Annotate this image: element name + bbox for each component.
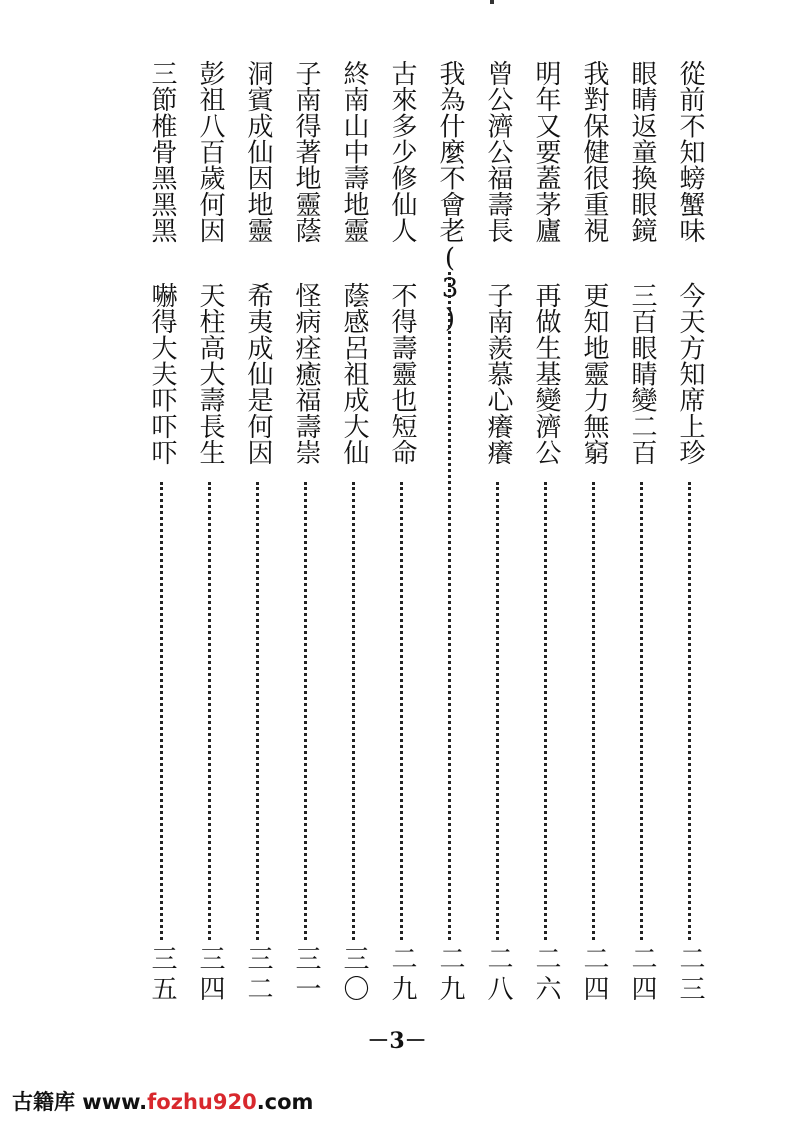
toc-page-number: 二八 <box>483 945 513 1005</box>
toc-title-line1: 子南得著地靈蔭 <box>291 60 321 244</box>
toc-leader-dots <box>256 482 263 940</box>
toc-entry <box>190 60 230 1020</box>
toc-title-line2: 子南羨慕心癢癢 <box>483 282 513 466</box>
toc-entry <box>286 60 326 1020</box>
toc-title-line1: 眼睛返童換眼鏡 <box>627 60 657 244</box>
toc-entry <box>238 60 278 1020</box>
toc-leader-dots <box>496 482 503 940</box>
toc-page-number: 二九 <box>435 945 465 1005</box>
toc-title-line2: 怪病痊癒福壽崇 <box>291 282 321 466</box>
page-number: －3－ <box>367 1028 427 1054</box>
toc-page-number: 三〇 <box>339 945 369 1005</box>
toc-title-line2: 嚇得大夫吓吓吓 <box>147 282 177 466</box>
toc-title-line1: 古來多少修仙人 <box>387 60 417 244</box>
toc-title-line2: 天柱高大壽長生 <box>195 282 225 466</box>
toc-leader-dots <box>544 482 551 940</box>
table-of-contents <box>70 60 710 1020</box>
toc-title-line2: 更知地靈力無窮 <box>579 282 609 466</box>
toc-entry <box>430 60 470 1020</box>
toc-title-line2: 再做生基變濟公 <box>531 282 561 466</box>
toc-page-number: 二六 <box>531 945 561 1005</box>
watermark-tld: .com <box>256 1090 314 1114</box>
toc-entry <box>142 60 182 1020</box>
toc-page-number: 三五 <box>147 945 177 1005</box>
toc-title-line2: 希夷成仙是何因 <box>243 282 273 466</box>
toc-leader-dots <box>304 482 311 940</box>
toc-page-number: 二四 <box>579 945 609 1005</box>
toc-title-line1: 洞賓成仙因地靈 <box>243 60 273 244</box>
toc-entry <box>574 60 614 1020</box>
toc-title-line2: 今天方知席上珍 <box>675 282 705 466</box>
watermark <box>12 1086 313 1116</box>
toc-entry <box>334 60 374 1020</box>
toc-title-line1: 曾公濟公福壽長 <box>483 60 513 244</box>
toc-title-line2: 三百眼睛變二百 <box>627 282 657 466</box>
toc-page-number: 二九 <box>387 945 417 1005</box>
toc-leader-dots <box>208 482 215 940</box>
toc-title-line1: 我對保健很重視 <box>579 60 609 244</box>
toc-entry <box>622 60 662 1020</box>
toc-title-line1: 終南山中壽地靈 <box>339 60 369 244</box>
toc-entry <box>478 60 518 1020</box>
toc-title-line1: 我為什麼不會老(3) <box>435 60 465 334</box>
toc-page-number: 二四 <box>627 945 657 1005</box>
toc-leader-dots <box>352 482 359 940</box>
toc-title-line2: 不得壽靈也短命 <box>387 282 417 466</box>
toc-page-number: 三四 <box>195 945 225 1005</box>
toc-leader-dots <box>448 272 455 940</box>
scan-speck <box>490 0 494 4</box>
toc-leader-dots <box>160 482 167 940</box>
toc-page-number: 三二 <box>243 945 273 1005</box>
toc-title-line1: 從前不知螃蟹味 <box>675 60 705 244</box>
toc-title-line1: 彭祖八百歲何因 <box>195 60 225 244</box>
watermark-brand: 古籍库 www. <box>12 1090 148 1114</box>
toc-leader-dots <box>592 482 599 940</box>
toc-title-line1: 三節椎骨黑黑黑 <box>147 60 177 244</box>
toc-entry <box>382 60 422 1020</box>
toc-entry <box>670 60 710 1020</box>
toc-title-line1: 明年又要蓋茅廬 <box>531 60 561 244</box>
toc-leader-dots <box>688 482 695 940</box>
toc-leader-dots <box>400 482 407 940</box>
toc-page-number: 二三 <box>675 945 705 1005</box>
toc-entry <box>526 60 566 1020</box>
toc-leader-dots <box>640 482 647 940</box>
toc-title-line2: 蔭感呂祖成大仙 <box>339 282 369 466</box>
watermark-accent: fozhu920 <box>147 1090 257 1114</box>
toc-page-number: 三一 <box>291 945 321 1005</box>
